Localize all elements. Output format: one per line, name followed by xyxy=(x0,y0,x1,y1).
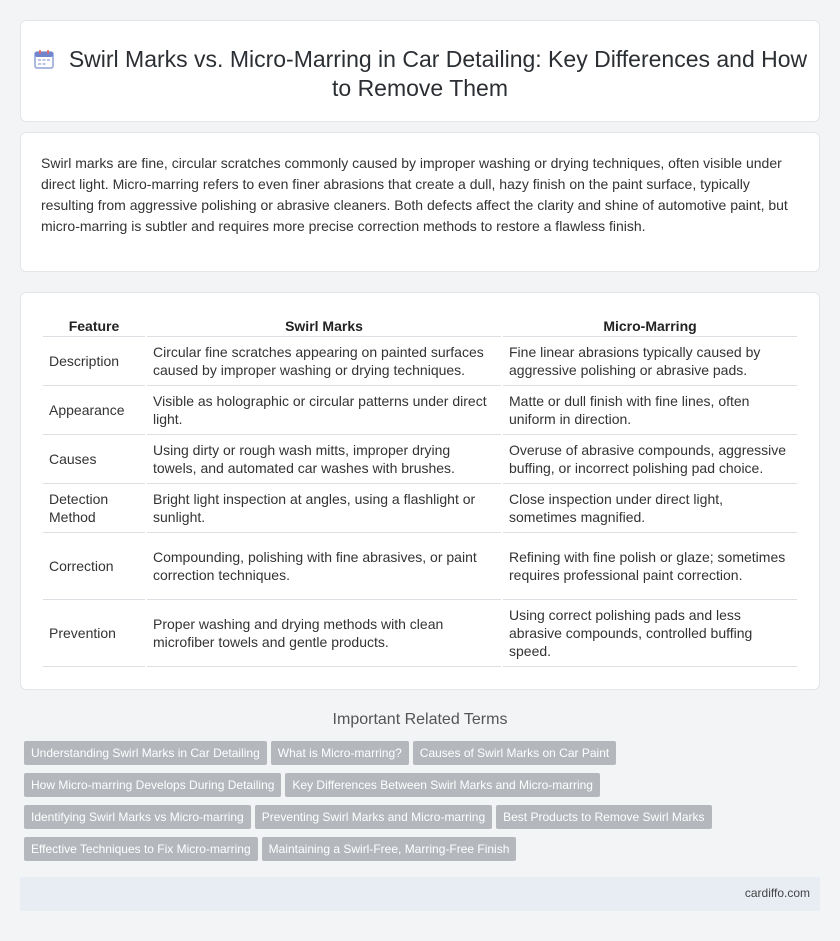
marring-cell: Refining with fine polish or glaze; sometimes requires professional paint correction. xyxy=(503,533,797,600)
feature-cell: Description xyxy=(43,337,145,386)
page-title: Swirl Marks vs. Micro-Marring in Car Detailing: Key Differences and How to Remove Them xyxy=(68,46,808,101)
feature-cell: Correction xyxy=(43,533,145,600)
tag-row xyxy=(24,773,824,805)
header-micro-marring: Micro-Marring xyxy=(503,314,797,337)
related-term-tag[interactable]: Key Differences Between Swirl Marks and Micro-marring xyxy=(285,773,600,797)
title-wrap xyxy=(21,45,819,103)
swirl-cell: Circular fine scratches appearing on painted surfaces caused by improper washing or drying techniques. xyxy=(147,337,501,386)
table-row xyxy=(43,533,797,600)
related-term-tag[interactable]: Maintaining a Swirl-Free, Marring-Free Finish xyxy=(262,837,517,861)
table-row xyxy=(43,435,797,484)
table-row xyxy=(43,386,797,435)
feature-cell: Appearance xyxy=(43,386,145,435)
related-term-tag[interactable]: Identifying Swirl Marks vs Micro-marring xyxy=(24,805,251,829)
comparison-table xyxy=(41,314,799,667)
related-term-tag[interactable]: How Micro-marring Develops During Detailing xyxy=(24,773,281,797)
swirl-cell: Proper washing and drying methods with clean microfiber towels and gentle products. xyxy=(147,600,501,667)
related-term-tag[interactable]: Preventing Swirl Marks and Micro-marring xyxy=(255,805,492,829)
related-term-tag[interactable]: Best Products to Remove Swirl Marks xyxy=(496,805,711,829)
header-swirl-marks: Swirl Marks xyxy=(147,314,501,337)
related-terms-list xyxy=(24,741,824,869)
calendar-icon xyxy=(33,48,55,70)
comparison-card xyxy=(20,292,820,690)
footer xyxy=(20,877,820,911)
swirl-cell: Bright light inspection at angles, using a flashlight or sunlight. xyxy=(147,484,501,533)
marring-cell: Fine linear abrasions typically caused by aggressive polishing or abrasive pads. xyxy=(503,337,797,386)
swirl-cell: Compounding, polishing with fine abrasives, or paint correction techniques. xyxy=(147,533,501,600)
related-term-tag[interactable]: Causes of Swirl Marks on Car Paint xyxy=(413,741,616,765)
table-header-row xyxy=(43,314,797,337)
related-terms-title: Important Related Terms xyxy=(332,711,508,728)
feature-cell: Detection Method xyxy=(43,484,145,533)
related-term-tag[interactable]: What is Micro-marring? xyxy=(271,741,409,765)
intro-paragraph: Swirl marks are fine, circular scratches commonly caused by improper washing or drying techniques, often visible under direct light. Micro-marring refers to even finer abrasions that create a dull, hazy finish on the paint surface, typically resulting from aggressive polishing or abrasive cleaners. Both defects affect the clarity and shine of automotive paint, but micro-marring is subtler and requires more precise correction methods to restore a flawless finish. xyxy=(41,155,788,234)
swirl-cell: Using dirty or rough wash mitts, improper drying towels, and automated car washes with brushes. xyxy=(147,435,501,484)
table-row xyxy=(43,600,797,667)
marring-cell: Close inspection under direct light, sometimes magnified. xyxy=(503,484,797,533)
marring-cell: Overuse of abrasive compounds, aggressive buffing, or incorrect polishing pad choice. xyxy=(503,435,797,484)
table-row xyxy=(43,484,797,533)
marring-cell: Using correct polishing pads and less abrasive compounds, controlled buffing speed. xyxy=(503,600,797,667)
footer-site-link[interactable]: cardiffo.com xyxy=(744,886,810,900)
tag-row xyxy=(24,805,824,837)
related-term-tag[interactable]: Understanding Swirl Marks in Car Detailing xyxy=(24,741,267,765)
swirl-cell: Visible as holographic or circular patterns under direct light. xyxy=(147,386,501,435)
feature-cell: Causes xyxy=(43,435,145,484)
feature-cell: Prevention xyxy=(43,600,145,667)
tag-row xyxy=(24,837,824,869)
header-card xyxy=(20,20,820,122)
marring-cell: Matte or dull finish with fine lines, often uniform in direction. xyxy=(503,386,797,435)
table-row xyxy=(43,337,797,386)
header-feature: Feature xyxy=(43,314,145,337)
tag-row xyxy=(24,741,824,773)
intro-card xyxy=(20,132,820,272)
related-term-tag[interactable]: Effective Techniques to Fix Micro-marring xyxy=(24,837,258,861)
